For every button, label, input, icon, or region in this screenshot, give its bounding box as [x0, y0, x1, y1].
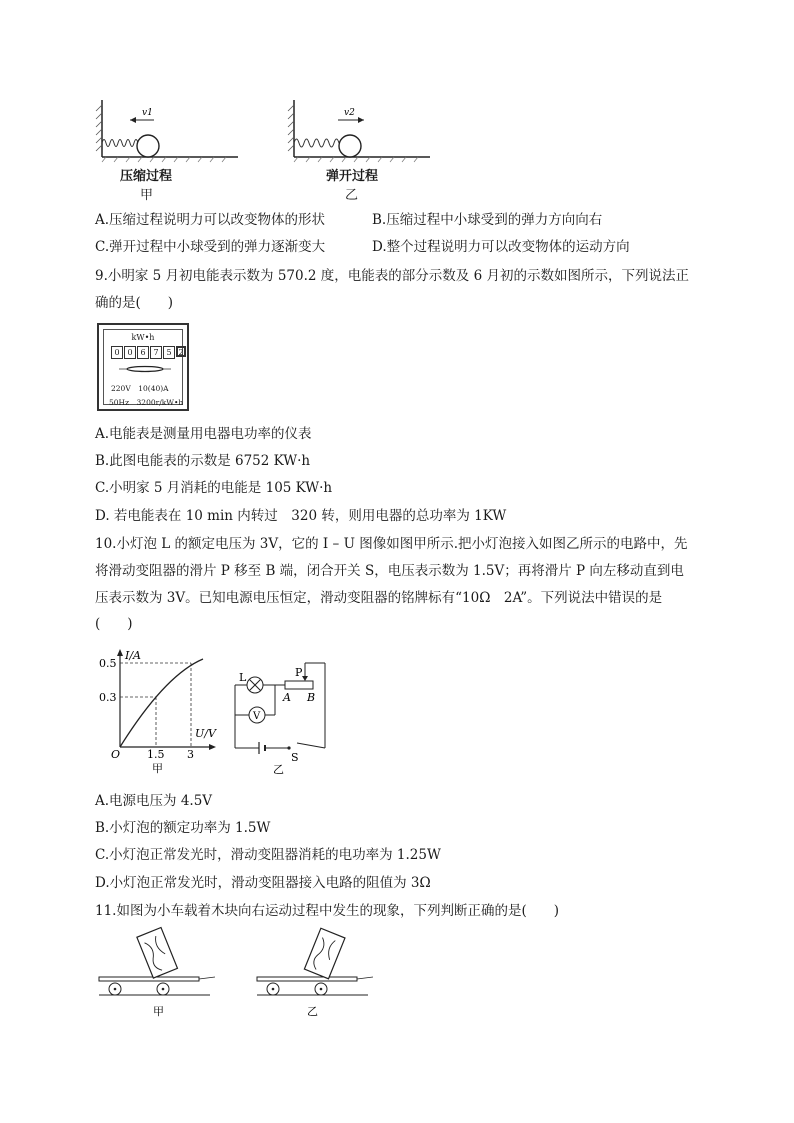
q9-option-c: C.小明家 5 月消耗的电能是 105 KW·h	[95, 480, 333, 496]
meter-digit-decimal: 2	[176, 346, 186, 357]
meter-spec1: 220V 10(40)A	[111, 384, 169, 393]
release-diagram	[288, 100, 430, 162]
velocity-label-left: v1	[142, 108, 153, 118]
q10-option-d: D.小灯泡正常发光时，滑动变阻器接入电路的阻值为 3Ω	[95, 875, 431, 891]
meter-digit: 5	[163, 346, 175, 359]
graph-origin: O	[111, 748, 121, 761]
circuit-lamp-label: L	[239, 671, 247, 684]
meter-digit: 0	[111, 346, 123, 359]
electric-meter	[97, 323, 189, 411]
q9-stem-line1: 9.小明家 5 月初电能表示数为 570.2 度，电能表的部分示数及 6 月初的示数如图所示，下列说法正	[95, 268, 689, 284]
graph-tick-y1: 0.5	[99, 657, 117, 670]
compress-diagram	[96, 100, 238, 162]
q8-option-a: A.压缩过程说明力可以改变物体的形状	[95, 212, 326, 228]
cart-left	[99, 928, 215, 995]
circuit-switch-label: S	[291, 751, 299, 764]
q10-stem-line2: 将滑动变阻器的滑片 P 移至 B 端，闭合开关 S，电压表示数为 1.5V；再将滑片 P 向左移动直到电	[95, 563, 684, 579]
cart-right	[257, 928, 373, 995]
compress-sub: 甲	[140, 188, 154, 203]
q10-option-c: C.小灯泡正常发光时，滑动变阻器消耗的电功率为 1.25W	[95, 847, 441, 863]
q9-option-d: D. 若电能表在 10 min 内转过 320 转，则用电器的总功率为 1KW	[95, 508, 507, 524]
q9-stem-line2: 确的是( )	[95, 295, 174, 311]
circuit-terminal-b: B	[307, 691, 316, 704]
graph-ylabel: I/A	[125, 649, 141, 662]
circuit-voltmeter-label: V	[253, 711, 261, 722]
velocity-label-right: v2	[344, 108, 355, 118]
circuit-caption: 乙	[273, 763, 284, 775]
cart-block-figure	[95, 925, 395, 1020]
meter-spec2: 50Hz 3200r/kW•h	[109, 398, 184, 407]
q8-option-c: C.弹开过程中小球受到的弹力逐渐变大	[95, 239, 326, 255]
circuit-slider-label: P	[295, 666, 303, 679]
graph-tick-x2: 3	[187, 748, 194, 761]
graph-tick-y2: 0.3	[99, 691, 117, 704]
cart-right-caption: 乙	[307, 1005, 318, 1018]
meter-digits	[111, 346, 186, 359]
graph-tick-x1: 1.5	[147, 748, 165, 761]
meter-digit: 7	[150, 346, 162, 359]
release-title: 弹开过程	[326, 169, 379, 184]
q10-stem-line1: 10.小灯泡 L 的额定电压为 3V，它的 I – U 图像如图甲所示.把小灯泡接入如图乙所示的电路中，先	[95, 536, 688, 552]
meter-disc-icon	[119, 364, 171, 374]
q10-stem-line3: 压表示数为 3V。已知电源电压恒定，滑动变阻器的铭牌标有“10Ω 2A”。下列说法中错误的是	[95, 590, 663, 606]
release-sub: 乙	[345, 188, 359, 203]
q10-option-a: A.电源电压为 4.5V	[95, 793, 213, 809]
q9-option-a: A.电能表是测量用电器电功率的仪表	[95, 426, 312, 442]
circuit-diagram	[225, 655, 335, 775]
graph-xlabel: U/V	[195, 727, 216, 740]
circuit-terminal-a: A	[283, 691, 291, 704]
cart-left-caption: 甲	[153, 1005, 164, 1018]
q9-option-b: B.此图电能表的示数是 6752 KW·h	[95, 453, 311, 469]
graph-caption: 甲	[152, 762, 163, 775]
q10-stem-line4: ( )	[95, 616, 133, 632]
meter-unit: kW•h	[131, 333, 155, 342]
q10-option-b: B.小灯泡的额定功率为 1.5W	[95, 820, 271, 836]
q8-option-b: B.压缩过程中小球受到的弹力方向向右	[372, 212, 603, 228]
q8-option-d: D.整个过程说明力可以改变物体的运动方向	[372, 239, 630, 255]
meter-digit: 0	[124, 346, 136, 359]
q11-stem-line1: 11.如图为小车载着木块向右运动过程中发生的现象，下列判断正确的是( )	[95, 903, 560, 919]
iu-graph	[95, 645, 220, 780]
compress-title: 压缩过程	[120, 169, 173, 184]
meter-digit: 6	[137, 346, 149, 359]
